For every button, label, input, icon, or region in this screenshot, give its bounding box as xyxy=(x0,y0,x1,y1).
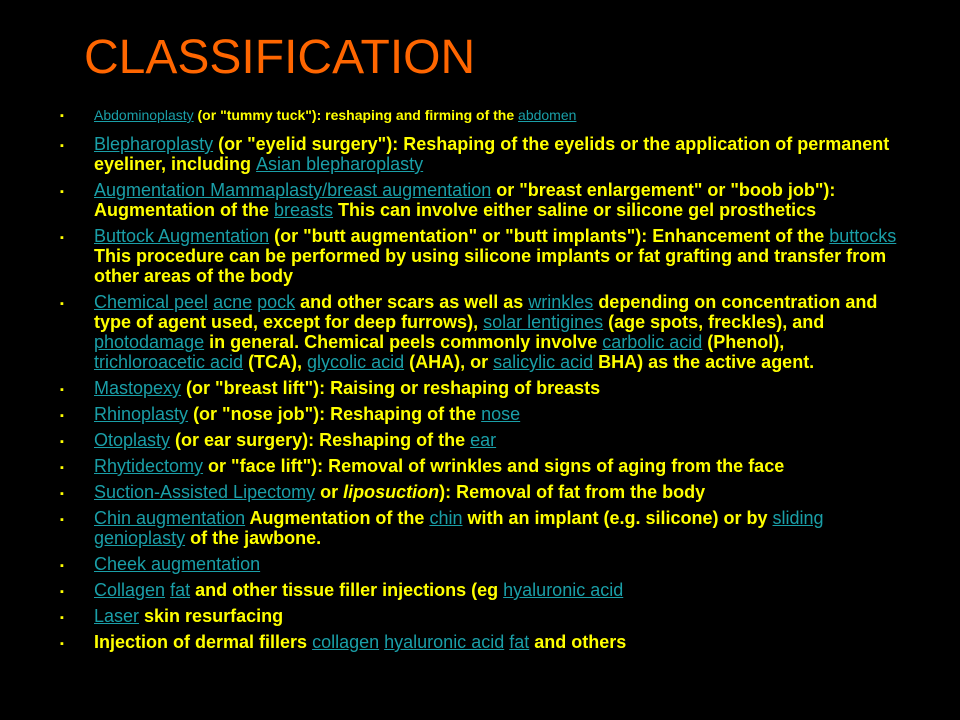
item-text: and other scars as well as xyxy=(295,292,529,312)
square-bullet-icon: ▪ xyxy=(60,232,64,244)
item-text: ): Removal of fat from the body xyxy=(439,482,706,502)
item-text: Augmentation of the xyxy=(245,508,430,528)
square-bullet-icon: ▪ xyxy=(60,488,64,500)
item-text: skin resurfacing xyxy=(139,606,284,626)
term-link[interactable]: carbolic acid xyxy=(602,332,703,352)
square-bullet-icon: ▪ xyxy=(60,384,64,396)
item-text: (AHA), or xyxy=(404,352,494,372)
square-bullet-icon: ▪ xyxy=(60,298,64,310)
term-link[interactable]: Suction-Assisted Lipectomy xyxy=(94,482,316,502)
item-text: This can involve either saline or silicone gel prosthetics xyxy=(333,200,817,220)
term-link[interactable]: salicylic acid xyxy=(493,352,594,372)
term-link[interactable]: Chin augmentation xyxy=(94,508,246,528)
item-text: (Phenol), xyxy=(702,332,785,352)
term-link[interactable]: glycolic acid xyxy=(307,352,405,372)
term-link[interactable]: Otoplasty xyxy=(94,430,171,450)
term-link[interactable]: Blepharoplasty xyxy=(94,134,214,154)
list-item xyxy=(58,134,898,174)
list-item xyxy=(58,580,898,600)
term-link[interactable]: collagen xyxy=(312,632,380,652)
item-text: (or "eyelid surgery"): Reshaping of the eyelids or the application of permanent eyeliner, including xyxy=(94,134,890,174)
item-text: (or ear surgery): Reshaping of the xyxy=(170,430,471,450)
term-link[interactable]: photodamage xyxy=(94,332,205,352)
term-link[interactable]: Cheek augmentation xyxy=(94,554,261,574)
term-link[interactable]: acne xyxy=(213,292,253,312)
square-bullet-icon: ▪ xyxy=(60,514,64,526)
term-link[interactable]: fat xyxy=(509,632,530,652)
item-text: and others xyxy=(529,632,627,652)
item-text: (or "tummy tuck"): reshaping and firming of the xyxy=(193,107,519,123)
term-link[interactable]: Augmentation Mammaplasty/breast augmentation xyxy=(94,180,492,200)
item-text: (TCA), xyxy=(243,352,308,372)
list-item xyxy=(58,378,898,398)
list-item xyxy=(58,508,898,548)
term-link[interactable]: sliding genioplasty xyxy=(94,508,824,548)
square-bullet-icon: ▪ xyxy=(60,140,64,152)
list-item xyxy=(58,106,898,124)
term-link[interactable]: solar lentigines xyxy=(483,312,604,332)
term-link[interactable]: Abdominoplasty xyxy=(94,107,194,123)
list-item xyxy=(58,606,898,626)
list-item xyxy=(58,292,898,372)
square-bullet-icon: ▪ xyxy=(60,436,64,448)
item-text: (or "nose job"): Reshaping of the xyxy=(188,404,482,424)
item-text: or "breast enlargement" or "boob job"): Augmentation of the xyxy=(94,180,836,220)
term-link[interactable]: ear xyxy=(470,430,497,450)
list-item xyxy=(58,456,898,476)
square-bullet-icon: ▪ xyxy=(60,638,64,650)
square-bullet-icon: ▪ xyxy=(60,586,64,598)
slide-title: CLASSIFICATION xyxy=(84,31,476,84)
item-text: BHA) as the active agent. xyxy=(593,352,815,372)
square-bullet-icon: ▪ xyxy=(60,462,64,474)
item-text: or "face lift"): Removal of wrinkles and signs of aging from the face xyxy=(203,456,785,476)
list-item xyxy=(58,482,898,502)
term-link[interactable]: trichloroacetic acid xyxy=(94,352,244,372)
list-item xyxy=(58,430,898,450)
term-link[interactable]: Mastopexy xyxy=(94,378,182,398)
term-link[interactable]: Laser xyxy=(94,606,140,626)
term-link[interactable]: Buttock Augmentation xyxy=(94,226,270,246)
item-text: (or "breast lift"): Raising or reshaping of breasts xyxy=(181,378,601,398)
item-text: with an implant (e.g. silicone) or by xyxy=(462,508,773,528)
term-link[interactable]: Rhinoplasty xyxy=(94,404,189,424)
term-link[interactable]: hyaluronic acid xyxy=(503,580,624,600)
list-item xyxy=(58,226,898,286)
term-link[interactable]: pock xyxy=(257,292,296,312)
term-link[interactable]: hyaluronic acid xyxy=(384,632,505,652)
item-text: depending on concentration and type of agent used, except for deep furrows), xyxy=(94,292,878,332)
item-text: (age spots, freckles), and xyxy=(603,312,825,332)
item-text: of the jawbone. xyxy=(185,528,322,548)
list-item xyxy=(58,632,898,652)
term-link[interactable]: buttocks xyxy=(829,226,897,246)
term-link[interactable]: abdomen xyxy=(518,107,577,123)
term-link[interactable]: breasts xyxy=(273,200,334,220)
term-link[interactable]: Asian blepharoplasty xyxy=(256,154,424,174)
list-item xyxy=(58,180,898,220)
term-link[interactable]: chin xyxy=(429,508,463,528)
square-bullet-icon: ▪ xyxy=(60,410,64,422)
square-bullet-icon: ▪ xyxy=(60,560,64,572)
list-item xyxy=(58,554,898,574)
bullet-list xyxy=(58,106,898,658)
item-text: or xyxy=(315,482,344,502)
term-link[interactable]: nose xyxy=(481,404,521,424)
term-link[interactable]: wrinkles xyxy=(528,292,594,312)
square-bullet-icon: ▪ xyxy=(60,110,64,122)
term-link[interactable]: Chemical peel xyxy=(94,292,209,312)
item-text: This procedure can be performed by using silicone implants or fat grafting and transfer from other areas of the body xyxy=(94,246,887,286)
term-link[interactable]: fat xyxy=(170,580,191,600)
square-bullet-icon: ▪ xyxy=(60,186,64,198)
square-bullet-icon: ▪ xyxy=(60,612,64,624)
item-text: and other tissue filler injections (eg xyxy=(190,580,504,600)
item-text: in general. Chemical peels commonly involve xyxy=(204,332,603,352)
italic-term: liposuction xyxy=(343,482,440,502)
item-text: (or "butt augmentation" or "butt implants"): Enhancement of the xyxy=(269,226,830,246)
term-link[interactable]: Collagen xyxy=(94,580,166,600)
term-link[interactable]: Rhytidectomy xyxy=(94,456,204,476)
list-item xyxy=(58,404,898,424)
item-text: Injection of dermal fillers xyxy=(94,632,313,652)
